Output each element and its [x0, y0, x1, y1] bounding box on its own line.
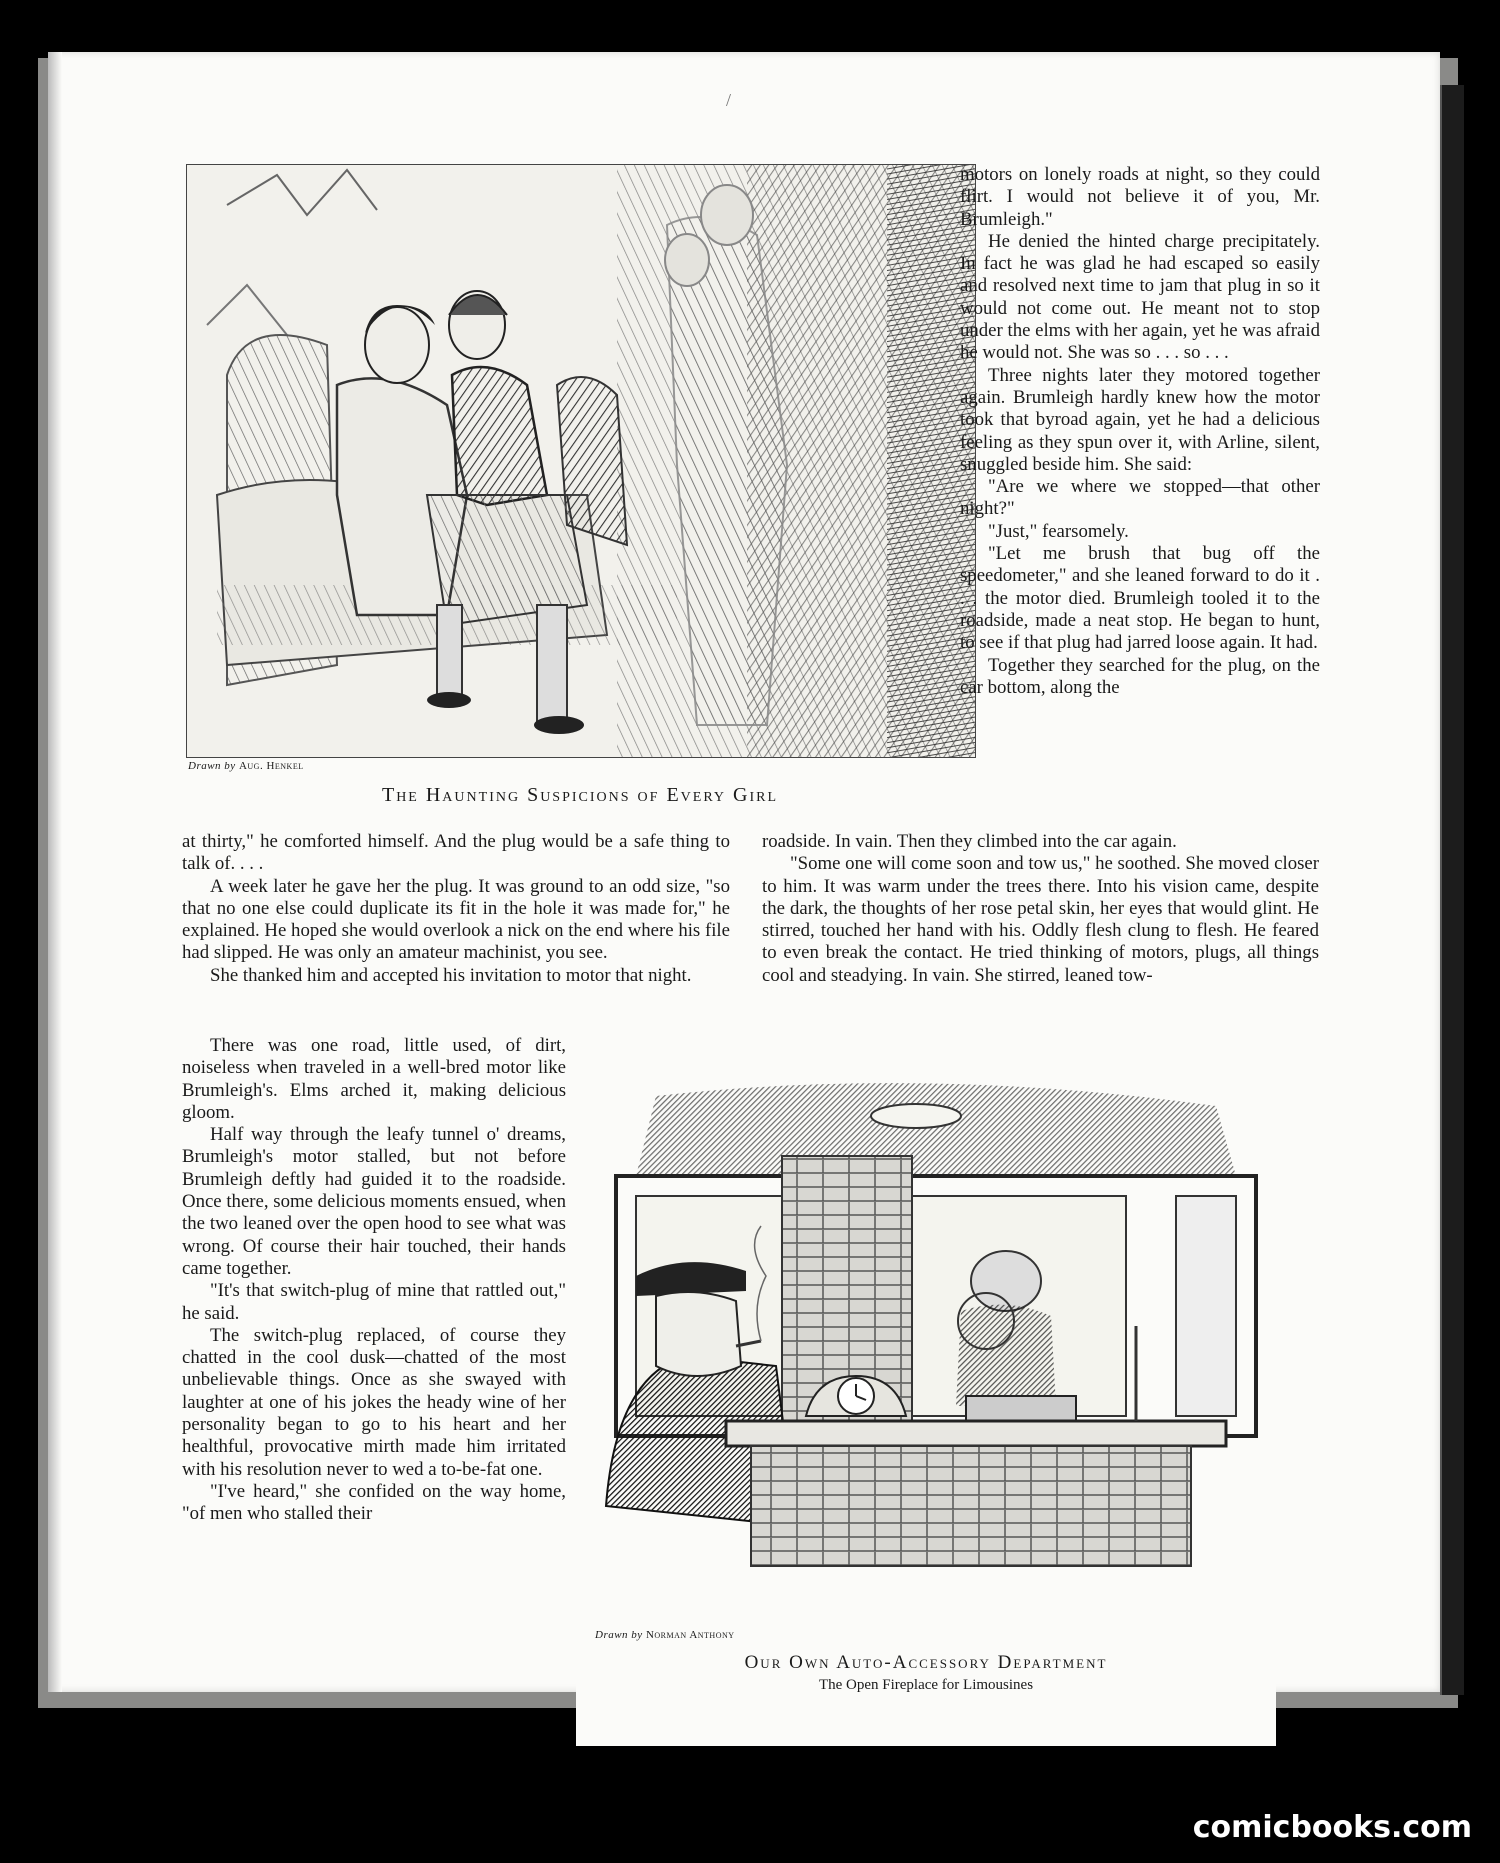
paragraph: "Just," fearsomely.	[988, 520, 1129, 542]
paragraph: "It's that switch-plug of mine that rattled out," he said.	[182, 1280, 566, 1324]
illustration1-caption: The Haunting Suspicions of Every Girl	[381, 784, 778, 806]
article-column-left-mid	[182, 831, 730, 987]
paragraph: The switch-plug replaced, of course they chatted in the cool dusk—chatted of the most unbelievable things. Once as she swayed with laughter at one of his jokes the heady wine of her personality began to go to his heart and her healthful, provocative mirth made him irritated with his resolution never to wed a to-be-fat one.	[182, 1324, 566, 1480]
credit-artist-name: Aug. Henkel	[238, 760, 304, 772]
paragraph: A week later he gave her the plug. It was ground to an odd size, "so that no one else could duplicate its fit in the hole it was made for," he explained. He hoped she would overlook a nick on the end where his file had slipped. He was only an amateur machinist, you see.	[182, 875, 730, 964]
paragraph: He denied the hinted charge precipitately. In fact he was glad he had escaped so easily and resolved next time to jam that plug in so it would not come out. He meant not to stop under the elms with her again, yet he was afraid he would not. She was so . . . so . . .	[960, 230, 1320, 364]
paragraph: at thirty," he comforted himself. And the plug would be a safe thing to talk of. . . .	[182, 831, 730, 875]
paragraph: roadside. In vain. Then they climbed into the car again.	[762, 831, 1177, 852]
credit-artist-name: Norman Anthony	[645, 1629, 735, 1641]
page-gutter	[48, 52, 62, 1692]
illustration-haunting-suspicions	[186, 164, 976, 758]
magazine-page	[48, 52, 1440, 1692]
article-column-right-mid	[762, 831, 1319, 987]
illustration2-credit	[595, 1629, 735, 1641]
credit-prefix: Drawn by	[188, 760, 236, 772]
sketch-limousine-fireplace	[576, 1076, 1276, 1676]
sketch-couple-and-ghost	[187, 165, 975, 757]
paragraph: There was one road, little used, of dirt, noiseless when traveled in a well-bred motor like Brumleigh's. Elms arched it, making delicious gloom.	[182, 1035, 566, 1123]
article-column-left-bottom	[182, 1035, 566, 1526]
paragraph: Three nights later they motored together again. Brumleigh hardly knew how the motor took that byroad again, yet he had a delicious feeling as they spun over it, with Arline, silent, snuggled beside him. She said:	[960, 364, 1320, 475]
paragraph: Half way through the leafy tunnel o' dreams, Brumleigh's motor stalled, but not before Brumleigh deftly had guided it to the roadside. Once there, some delicious moments ensued, when the two leaned over the open hood to see what was wrong. Of course their hair touched, their hands came together.	[182, 1124, 566, 1279]
illustration2-subcaption: The Open Fireplace for Limousines	[818, 1677, 1034, 1693]
paragraph: "I've heard," she confided on the way home, "of men who stalled their	[182, 1480, 566, 1525]
illustration-auto-accessory	[576, 1076, 1276, 1746]
pencil-mark: /	[726, 90, 732, 110]
facing-page-edge	[1440, 85, 1464, 1695]
paragraph: "Some one will come soon and tow us," he soothed. She moved closer to him. It was warm under the trees there. Into his vision came, despite the dark, the thoughts of her rose petal skin, her eyes that would glint. He stirred, touched her hand with his. Oddly flesh clung to flesh. He feared to even break the contact. He tried thinking of motors, plugs, all things cool and steadying. In vain. She stirred, leaned tow-	[762, 853, 1319, 986]
illustration1-credit	[188, 760, 304, 772]
illustration2-caption: Our Own Auto-Accessory Department	[744, 1652, 1108, 1673]
paragraph: "Are we where we stopped—that other night?"	[960, 476, 1320, 520]
paragraph: Together they searched for the plug, on the car bottom, along the	[960, 654, 1320, 698]
credit-prefix: Drawn by	[595, 1629, 643, 1641]
article-column-right-top	[960, 164, 1320, 699]
paragraph: "Let me brush that bug off the speedometer," and she leaned forward to do it . . . the motor died. Brumleigh tooled it to the roadside, made a neat stop. He began to hunt, to see if that plug had jarred loose again. It had.	[960, 543, 1320, 654]
paragraph: motors on lonely roads at night, so they could flirt. I would not believe it of you, Mr. Brumleigh."	[960, 164, 1320, 230]
paragraph: She thanked him and accepted his invitation to motor that night.	[210, 964, 692, 986]
site-watermark: comicbooks.com	[1192, 1810, 1472, 1845]
